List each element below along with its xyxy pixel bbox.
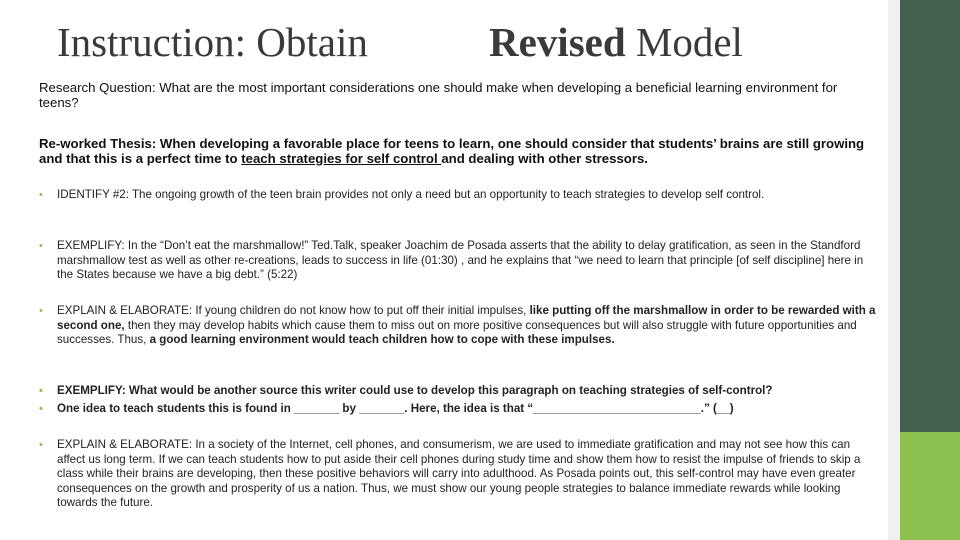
bullet-dot-icon: • (39, 439, 43, 451)
bullet-text: IDENTIFY #2: The ongoing growth of the teen brain provides not only a need but an opportunity to teach strategies to develop self control. (57, 188, 765, 201)
sidebar-divider (888, 0, 900, 540)
thesis-pre: Re-worked Thesis: When developing a favorable place for teens to learn, one should consider that students’ brains are still growing and that this is a perfect time to (39, 136, 865, 166)
bullet-explain-elaborate-2 (39, 438, 879, 511)
research-question: Research Question: What are the most important considerations one should make when developing a beneficial learning environment for teens? (39, 80, 838, 110)
thesis (39, 136, 879, 166)
thesis-post: and dealing with other stressors. (441, 151, 648, 166)
bullet-dot-icon: • (39, 305, 43, 317)
sidebar-accent-block (900, 432, 960, 540)
bullet-text: EXEMPLIFY: What would be another source this writer could use to develop this paragraph on teaching strategies of self-control? (57, 384, 773, 397)
bullet-dot-icon: • (39, 385, 43, 397)
title-model: Model (625, 19, 743, 65)
bullet-text: One idea to teach students this is found in _______ by _______. Here, the idea is that “__________________________.” (__) (57, 402, 734, 415)
bullet-identify (39, 188, 879, 203)
bullet-text: EXPLAIN & ELABORATE: In a society of the Internet, cell phones, and consumerism, we are used to immediate gratification and may not see how this can affect us long term. If we can teach students how to put aside their cell phones during study time and show them how to resist the impulse of friends to skip a class while their brains are developing, then these positive behaviors will carry into adulthood. As Posada points out, this self-control may have even greater consequences on the growth and prosperity of us a nation. Thus, we must show our young people strategies to balance immediate rewards while looking towards the future. (57, 438, 861, 509)
bullet-text-pre: EXPLAIN & ELABORATE: If young children do not know how to put off their initial impulses, (57, 304, 530, 317)
bullet-dot-icon: • (39, 403, 43, 415)
title-revised-model (489, 18, 743, 66)
bullet-exemplify (39, 239, 879, 283)
bullet-one-idea (39, 402, 879, 417)
title-instruction: Instruction: Obtain (57, 19, 368, 65)
bullet-text-bold-1: like putting off the marshmallow in order to be rewarded with a second one, (57, 304, 876, 332)
bullet-exemplify-question (39, 384, 879, 399)
bullet-dot-icon: • (39, 240, 43, 252)
bullet-text-bold-2: a good learning environment would teach children how to cope with these impulses. (149, 333, 615, 346)
bullet-dot-icon: • (39, 189, 43, 201)
title-revised: Revised (489, 19, 626, 65)
bullet-explain-elaborate (39, 304, 879, 348)
thesis-underlined: teach strategies for self control (241, 151, 442, 166)
bullet-text: EXEMPLIFY: In the “Don’t eat the marshmallow!” Ted.Talk, speaker Joachim de Posada asserts that the ability to delay gratification, as seen in the Standford marshmallow test as well as other re-creations, leads to success in life (01:30) , and he explains that “we need to learn that principle [of self discipline] here in the States because we have a big debt.” (5:22) (57, 239, 864, 281)
bullet-text-mid: then they may develop habits which cause them to miss out on more positive consequences but will also struggle with future opportunities and successes. Thus, (57, 318, 857, 346)
